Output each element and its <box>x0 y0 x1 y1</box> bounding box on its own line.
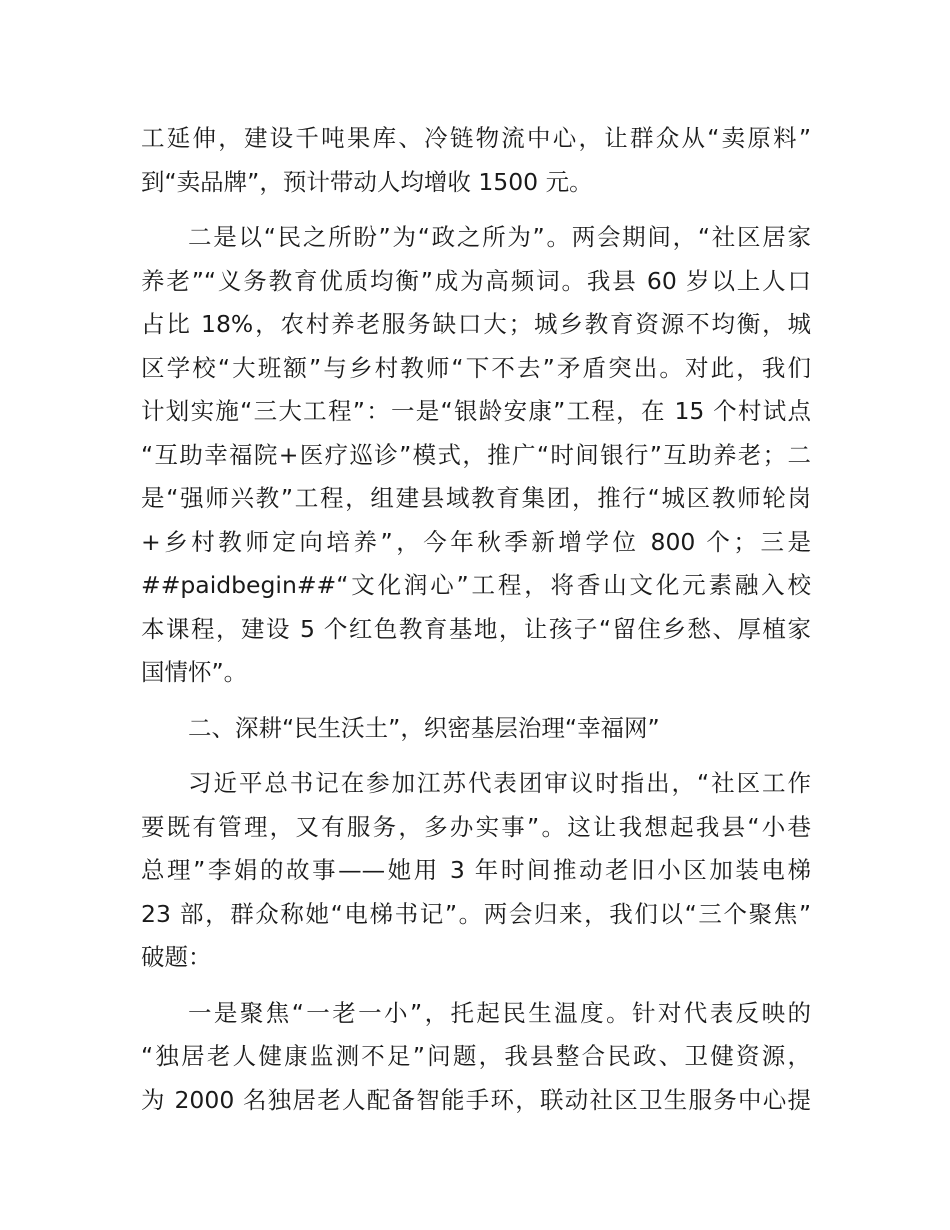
document-body <box>141 117 811 1122</box>
text-line: 要既有管理，又有服务，多办实事”。这让我想起我县“小巷 <box>141 812 811 841</box>
section-heading <box>141 707 811 751</box>
text-line: +乡村教师定向培养”，今年秋季新增学位 800 个；三是 <box>141 527 811 556</box>
text-line: 本课程，建设 5 个红色教育基地，让孩子“留住乡愁、厚植家 <box>141 614 811 643</box>
text-line: 习近平总书记在参加江苏代表团审议时指出，“社区工作 <box>188 769 811 797</box>
text-line: 总理”李娟的故事——她用 3 年时间推动老旧小区加装电梯 <box>141 856 811 884</box>
paragraph-2 <box>141 216 811 695</box>
text-line: “独居老人健康监测不足”问题，我县整合民政、卫健资源， <box>141 1042 811 1070</box>
text-line: 二是以“民之所盼”为“政之所为”。两会期间，“社区居家 <box>188 223 811 251</box>
heading-line: 二、深耕“民生沃土”，织密基层治理“幸福网” <box>188 713 660 742</box>
text-line: 23 部，群众称她“电梯书记”。两会归来，我们以“三个聚焦” <box>141 899 811 928</box>
text-line: 工延伸，建设千吨果库、冷链物流中心，让群众从“卖原料” <box>141 124 811 152</box>
text-line: 区学校“大班额”与乡村教师“下不去”矛盾突出。对此，我们 <box>141 353 811 382</box>
text-line: 养老”“义务教育优质均衡”成为高频词。我县 60 岁以上人口 <box>141 266 811 295</box>
text-line: 国情怀”。 <box>141 658 248 686</box>
text-line: 破题： <box>141 943 212 971</box>
text-line: “互助幸福院+医疗巡诊”模式，推广“时间银行”互助养老；二 <box>141 440 811 469</box>
text-line: 占比 18%，农村养老服务缺口大；城乡教育资源不均衡，城 <box>141 310 811 338</box>
text-line: 计划实施“三大工程”：一是“银龄安康”工程，在 15 个村试点 <box>141 397 811 425</box>
paragraph-3 <box>141 762 811 980</box>
paragraph-4 <box>141 992 811 1123</box>
text-line: ##paidbegin##“文化润心”工程，将香山文化元素融入校 <box>141 571 811 599</box>
text-line: 是“强师兴教”工程，组建县域教育集团，推行“城区教师轮岗 <box>141 484 811 512</box>
text-line: 到“卖品牌”，预计带动人均增收 1500 元。 <box>141 167 593 196</box>
text-line: 一是聚焦“一老一小”，托起民生温度。针对代表反映的 <box>188 998 811 1027</box>
paragraph-1 <box>141 117 811 204</box>
text-line: 为 2000 名独居老人配备智能手环，联动社区卫生服务中心提 <box>141 1085 811 1114</box>
